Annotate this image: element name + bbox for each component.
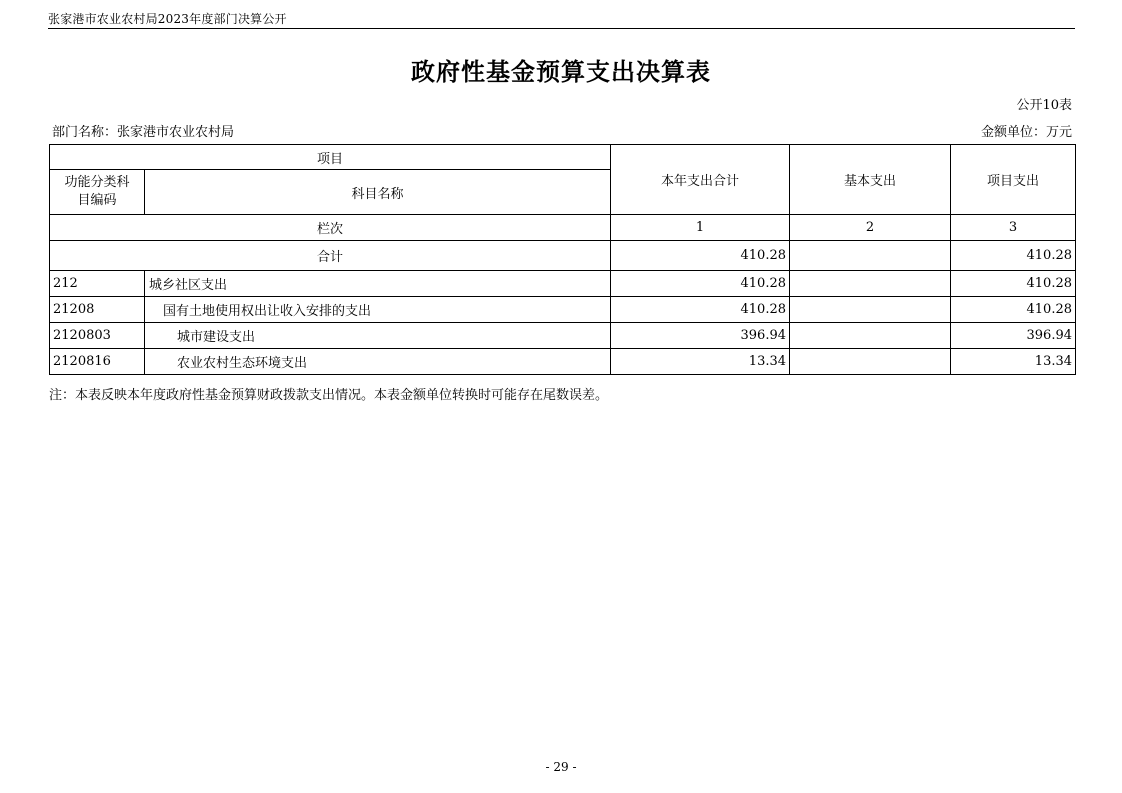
sum-project: 410.28 xyxy=(951,241,1076,271)
project-header: 项目支出 xyxy=(951,145,1076,215)
table-row xyxy=(50,323,1076,349)
column-index-row xyxy=(50,215,1076,241)
row-name: 国有土地使用权出让收入安排的支出 xyxy=(145,297,611,323)
table-row xyxy=(50,349,1076,375)
row-basic xyxy=(790,271,951,297)
row-basic xyxy=(790,323,951,349)
column-index-3: 3 xyxy=(951,215,1076,241)
row-project: 396.94 xyxy=(951,323,1076,349)
row-project: 13.34 xyxy=(951,349,1076,375)
row-code: 2120803 xyxy=(50,323,145,349)
row-code: 2120816 xyxy=(50,349,145,375)
row-total: 396.94 xyxy=(611,323,790,349)
table-number: 公开10表 xyxy=(1016,98,1072,113)
row-project: 410.28 xyxy=(951,271,1076,297)
table-row xyxy=(50,271,1076,297)
fund-expenditure-table xyxy=(49,144,1076,375)
column-label: 栏次 xyxy=(50,215,611,241)
total-header: 本年支出合计 xyxy=(611,145,790,215)
row-code: 21208 xyxy=(50,297,145,323)
page-title: 政府性基金预算支出决算表 xyxy=(411,57,711,86)
basic-header: 基本支出 xyxy=(790,145,951,215)
row-code: 212 xyxy=(50,271,145,297)
row-basic xyxy=(790,297,951,323)
row-basic xyxy=(790,349,951,375)
item-header: 项目 xyxy=(50,145,611,170)
row-project: 410.28 xyxy=(951,297,1076,323)
running-header: 张家港市农业农村局2023年度部门决算公开 xyxy=(48,12,287,26)
row-name: 城市建设支出 xyxy=(145,323,611,349)
row-total: 410.28 xyxy=(611,271,790,297)
row-name: 农业农村生态环境支出 xyxy=(145,349,611,375)
department-info-row xyxy=(52,121,1072,140)
sum-total: 410.28 xyxy=(611,241,790,271)
sum-row xyxy=(50,241,1076,271)
row-name: 城乡社区支出 xyxy=(145,271,611,297)
table-note: 注：本表反映本年度政府性基金预算财政拨款支出情况。本表金额单位转换时可能存在尾数误差。 xyxy=(49,388,609,403)
page-number: - 29 - xyxy=(545,760,577,774)
row-total: 410.28 xyxy=(611,297,790,323)
column-index-2: 2 xyxy=(790,215,951,241)
row-total: 13.34 xyxy=(611,349,790,375)
name-header: 科目名称 xyxy=(145,170,611,215)
department-name: 部门名称：张家港市农业农村局 xyxy=(52,125,235,140)
header-divider xyxy=(48,28,1075,29)
column-index-1: 1 xyxy=(611,215,790,241)
table-header-row-1 xyxy=(50,145,1076,170)
sum-basic xyxy=(790,241,951,271)
table-row xyxy=(50,297,1076,323)
amount-unit: 金额单位：万元 xyxy=(980,125,1072,140)
code-header: 功能分类科目编码 xyxy=(50,170,145,215)
sum-label: 合计 xyxy=(50,241,611,271)
